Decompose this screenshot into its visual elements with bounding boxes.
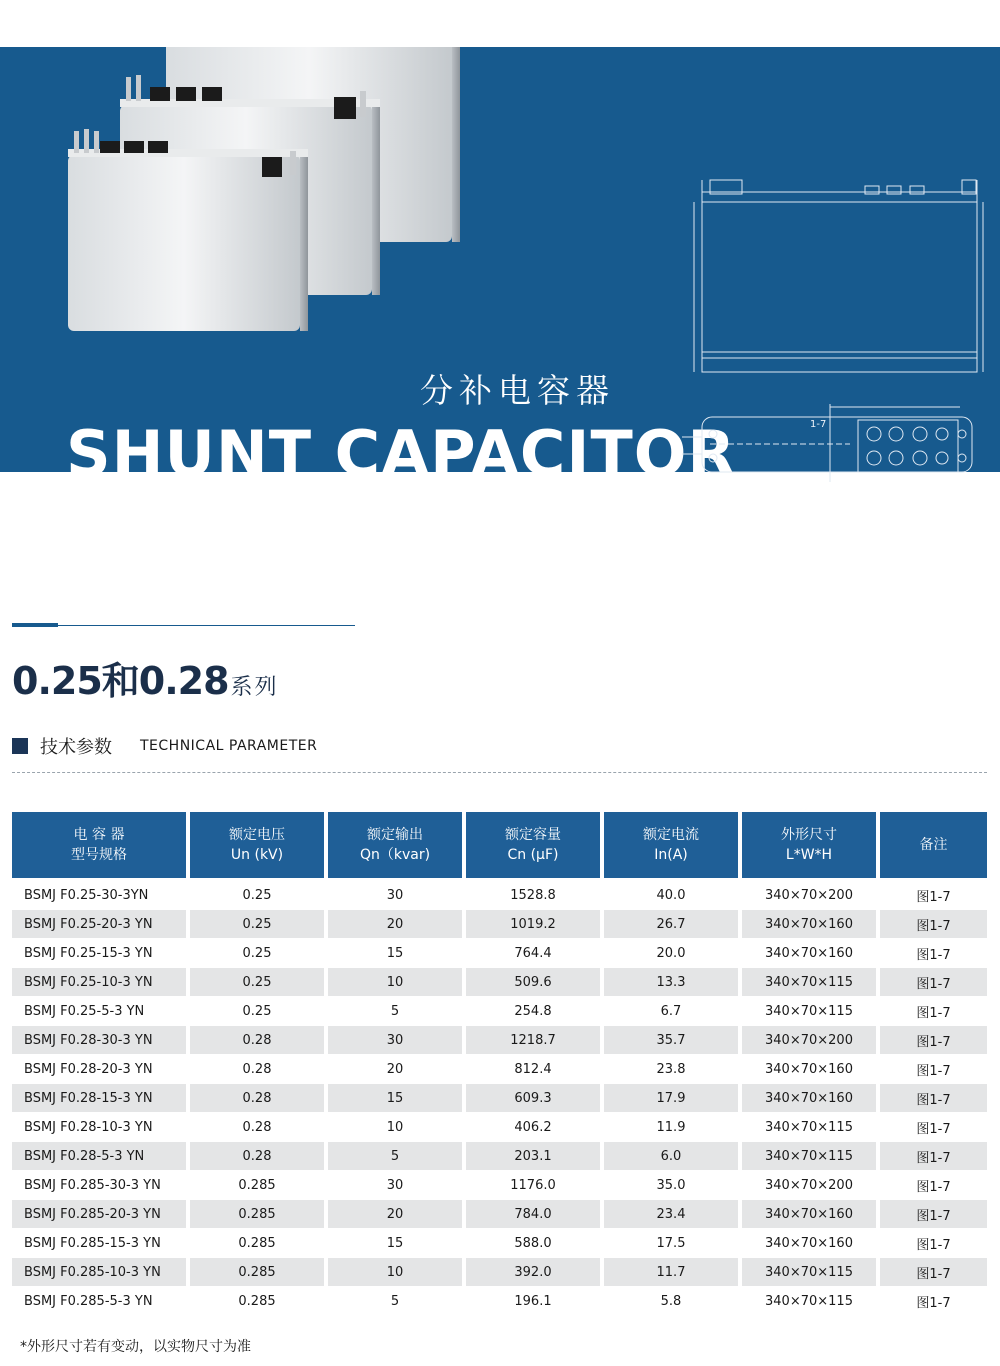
hero-banner — [0, 47, 1000, 490]
cell-remark: 图1-7 — [880, 939, 987, 968]
cell-model: BSMJ F0.25-20-3 YN — [12, 910, 190, 939]
cell-model: BSMJ F0.28-5-3 YN — [12, 1142, 190, 1171]
cell-output: 5 — [328, 1287, 466, 1316]
cell-current: 17.9 — [604, 1084, 742, 1113]
cell-voltage: 0.25 — [190, 997, 328, 1026]
cell-output: 15 — [328, 1084, 466, 1113]
table-row — [12, 878, 987, 910]
cell-current: 5.8 — [604, 1287, 742, 1316]
cell-dimensions: 340×70×115 — [742, 968, 880, 997]
cell-remark: 图1-7 — [880, 1229, 987, 1258]
cell-current: 40.0 — [604, 878, 742, 910]
cell-model: BSMJ F0.25-10-3 YN — [12, 968, 190, 997]
table-row — [12, 1142, 987, 1171]
cell-voltage: 0.25 — [190, 968, 328, 997]
dashed-divider — [12, 772, 987, 773]
table-row — [12, 1171, 987, 1200]
table-row — [12, 1084, 987, 1113]
series-title — [12, 650, 279, 705]
cell-current: 11.7 — [604, 1258, 742, 1287]
cell-voltage: 0.285 — [190, 1200, 328, 1229]
cell-voltage: 0.285 — [190, 1171, 328, 1200]
cell-output: 10 — [328, 968, 466, 997]
cell-output: 15 — [328, 939, 466, 968]
table-row — [12, 1229, 987, 1258]
cell-voltage: 0.28 — [190, 1084, 328, 1113]
table-row — [12, 1287, 987, 1316]
cell-remark: 图1-7 — [880, 968, 987, 997]
cell-output: 10 — [328, 1113, 466, 1142]
table-row — [12, 1258, 987, 1287]
cell-voltage: 0.25 — [190, 910, 328, 939]
cell-output: 30 — [328, 878, 466, 910]
cell-current: 13.3 — [604, 968, 742, 997]
series-title-suffix: 系列 — [230, 675, 279, 700]
section-title-en: TECHNICAL PARAMETER — [140, 738, 318, 754]
cell-model: BSMJ F0.28-10-3 YN — [12, 1113, 190, 1142]
cell-model: BSMJ F0.25-15-3 YN — [12, 939, 190, 968]
cell-model: BSMJ F0.25-5-3 YN — [12, 997, 190, 1026]
cell-voltage: 0.28 — [190, 1142, 328, 1171]
cell-capacitance: 1176.0 — [466, 1171, 604, 1200]
cell-capacitance: 1528.8 — [466, 878, 604, 910]
cell-capacitance: 609.3 — [466, 1084, 604, 1113]
cell-model: BSMJ F0.28-30-3 YN — [12, 1026, 190, 1055]
footnote: *外形尺寸若有变动，以实物尺寸为准 — [20, 1339, 251, 1355]
cell-output: 15 — [328, 1229, 466, 1258]
technical-parameter-heading — [12, 734, 317, 758]
cell-voltage: 0.28 — [190, 1026, 328, 1055]
header-model: 电 容 器 型号规格 — [12, 812, 190, 878]
cell-output: 30 — [328, 1171, 466, 1200]
header-rated-voltage: 额定电压 Un (kV) — [190, 812, 328, 878]
series-title-main: 0.25和0.28 — [12, 659, 229, 703]
cell-model: BSMJ F0.28-20-3 YN — [12, 1055, 190, 1084]
cell-voltage: 0.285 — [190, 1229, 328, 1258]
cell-output: 5 — [328, 1142, 466, 1171]
cell-voltage: 0.28 — [190, 1055, 328, 1084]
cell-remark: 图1-7 — [880, 910, 987, 939]
cell-model: BSMJ F0.28-15-3 YN — [12, 1084, 190, 1113]
cell-remark: 图1-7 — [880, 1287, 987, 1316]
cell-output: 30 — [328, 1026, 466, 1055]
header-rated-output: 额定输出 Qn（kvar) — [328, 812, 466, 878]
cell-capacitance: 1218.7 — [466, 1026, 604, 1055]
cell-dimensions: 340×70×160 — [742, 910, 880, 939]
table-row — [12, 910, 987, 939]
cell-capacitance: 406.2 — [466, 1113, 604, 1142]
table-row — [12, 1026, 987, 1055]
cell-dimensions: 340×70×160 — [742, 1229, 880, 1258]
cell-model: BSMJ F0.285-10-3 YN — [12, 1258, 190, 1287]
cell-remark: 图1-7 — [880, 1171, 987, 1200]
cell-dimensions: 340×70×115 — [742, 997, 880, 1026]
cell-remark: 图1-7 — [880, 1084, 987, 1113]
cell-capacitance: 812.4 — [466, 1055, 604, 1084]
table-row — [12, 939, 987, 968]
table-row — [12, 997, 987, 1026]
table-row — [12, 1113, 987, 1142]
cell-current: 35.0 — [604, 1171, 742, 1200]
cell-current: 23.4 — [604, 1200, 742, 1229]
cell-capacitance: 509.6 — [466, 968, 604, 997]
cell-remark: 图1-7 — [880, 1026, 987, 1055]
cell-current: 35.7 — [604, 1026, 742, 1055]
cell-current: 23.8 — [604, 1055, 742, 1084]
cell-remark: 图1-7 — [880, 1258, 987, 1287]
cell-remark: 图1-7 — [880, 1055, 987, 1084]
cell-capacitance: 1019.2 — [466, 910, 604, 939]
cell-model: BSMJ F0.25-30-3YN — [12, 878, 190, 910]
cell-output: 20 — [328, 1200, 466, 1229]
cell-voltage: 0.285 — [190, 1258, 328, 1287]
cell-current: 11.9 — [604, 1113, 742, 1142]
cell-capacitance: 392.0 — [466, 1258, 604, 1287]
cell-voltage: 0.285 — [190, 1287, 328, 1316]
header-dimensions: 外形尺寸 L*W*H — [742, 812, 880, 878]
cell-output: 10 — [328, 1258, 466, 1287]
section-rule-accent — [12, 623, 58, 627]
cell-remark: 图1-7 — [880, 997, 987, 1026]
cell-dimensions: 340×70×200 — [742, 1026, 880, 1055]
cell-output: 20 — [328, 1055, 466, 1084]
cell-current: 20.0 — [604, 939, 742, 968]
header-rated-current: 额定电流 In(A) — [604, 812, 742, 878]
drawing-label: 1-7 — [810, 419, 827, 430]
cell-current: 6.7 — [604, 997, 742, 1026]
cell-model: BSMJ F0.285-30-3 YN — [12, 1171, 190, 1200]
cell-dimensions: 340×70×200 — [742, 878, 880, 910]
capacitor-product-image — [0, 47, 640, 387]
cell-remark: 图1-7 — [880, 1200, 987, 1229]
outline-drawing — [680, 172, 985, 487]
cell-dimensions: 340×70×200 — [742, 1171, 880, 1200]
cell-output: 5 — [328, 997, 466, 1026]
banner-title-en: SHUNT CAPACITOR — [66, 417, 737, 490]
table-row — [12, 1200, 987, 1229]
cell-capacitance: 196.1 — [466, 1287, 604, 1316]
cell-capacitance: 203.1 — [466, 1142, 604, 1171]
cell-current: 6.0 — [604, 1142, 742, 1171]
cell-remark: 图1-7 — [880, 1142, 987, 1171]
cell-dimensions: 340×70×115 — [742, 1113, 880, 1142]
cell-dimensions: 340×70×115 — [742, 1258, 880, 1287]
table-row — [12, 968, 987, 997]
section-rule — [12, 625, 355, 626]
cell-output: 20 — [328, 910, 466, 939]
cell-voltage: 0.28 — [190, 1113, 328, 1142]
header-rated-capacitance: 额定容量 Cn (μF) — [466, 812, 604, 878]
cell-dimensions: 340×70×160 — [742, 1200, 880, 1229]
cell-remark: 图1-7 — [880, 1113, 987, 1142]
cell-dimensions: 340×70×160 — [742, 1084, 880, 1113]
cell-capacitance: 588.0 — [466, 1229, 604, 1258]
cell-remark: 图1-7 — [880, 878, 987, 910]
cell-capacitance: 784.0 — [466, 1200, 604, 1229]
cell-current: 26.7 — [604, 910, 742, 939]
cell-dimensions: 340×70×115 — [742, 1142, 880, 1171]
cell-voltage: 0.25 — [190, 939, 328, 968]
square-bullet-icon — [12, 738, 28, 754]
banner-title-cn: 分补电容器 — [420, 371, 615, 410]
cell-voltage: 0.25 — [190, 878, 328, 910]
cell-model: BSMJ F0.285-20-3 YN — [12, 1200, 190, 1229]
cell-capacitance: 254.8 — [466, 997, 604, 1026]
section-title-cn: 技术参数 — [40, 737, 112, 758]
cell-current: 17.5 — [604, 1229, 742, 1258]
header-remarks: 备注 — [880, 812, 987, 878]
cell-dimensions: 340×70×160 — [742, 1055, 880, 1084]
parameter-table — [12, 812, 987, 1316]
table-header-row — [12, 812, 987, 878]
cell-model: BSMJ F0.285-15-3 YN — [12, 1229, 190, 1258]
table-row — [12, 1055, 987, 1084]
cell-capacitance: 764.4 — [466, 939, 604, 968]
cell-dimensions: 340×70×115 — [742, 1287, 880, 1316]
cell-dimensions: 340×70×160 — [742, 939, 880, 968]
cell-model: BSMJ F0.285-5-3 YN — [12, 1287, 190, 1316]
